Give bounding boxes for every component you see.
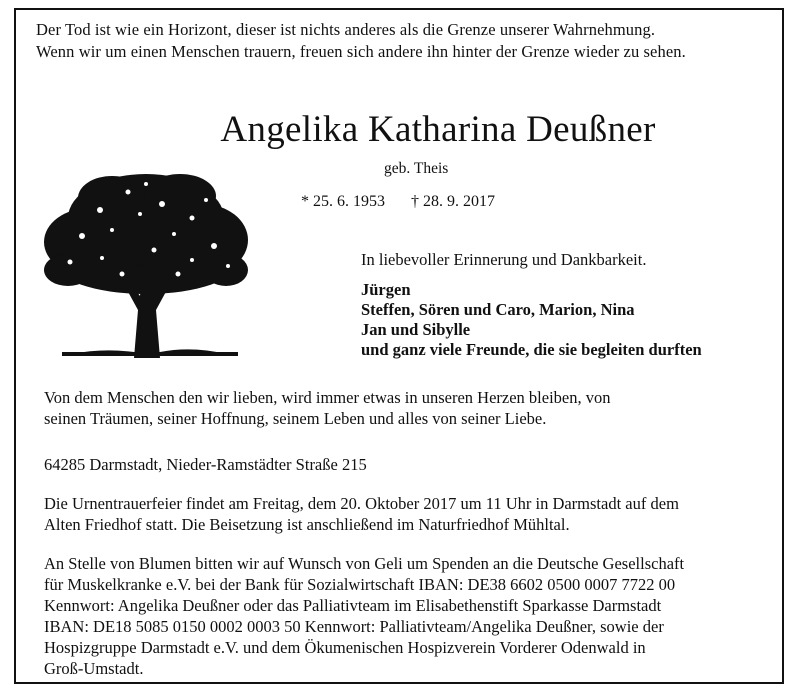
funeral-line-2: Alten Friedhof statt. Die Beisetzung ist anschließend im Naturfriedhof Mühltal. bbox=[44, 515, 570, 534]
donation-line-5: Hospizgruppe Darmstadt e.V. und dem Ökumenischen Hospizverein Vorderer Odenwald in bbox=[44, 638, 646, 657]
life-dates bbox=[301, 193, 517, 211]
donation-line-3: Kennwort: Angelika Deußner oder das Palliativteam im Elisabethenstift Sparkasse Darmstadt bbox=[44, 596, 662, 615]
donation-line-2: für Muskelkranke e.V. bei der Bank für Sozialwirtschaft IBAN: DE38 6602 0500 0007 7722 00 bbox=[44, 575, 676, 594]
birth-name: geb. Theis bbox=[384, 160, 449, 177]
signature-line-2: Steffen, Sören und Caro, Marion, Nina bbox=[361, 300, 635, 319]
thanks-line: In liebevoller Erinnerung und Dankbarkeit. bbox=[361, 250, 647, 269]
signature-line-3: Jan und Sibylle bbox=[361, 320, 471, 339]
donation-line-6: Groß-Umstadt. bbox=[44, 659, 144, 678]
donation-line-1: An Stelle von Blumen bitten wir auf Wunsch von Geli um Spenden an die Deutsche Gesellschaft bbox=[44, 554, 685, 573]
birth-date: * 25. 6. 1953 bbox=[301, 193, 385, 210]
signature-line-4: und ganz viele Freunde, die sie begleiten durften bbox=[361, 340, 702, 359]
funeral-line-1: Die Urnentrauerfeier findet am Freitag, dem 20. Oktober 2017 um 11 Uhr in Darmstadt auf dem bbox=[44, 494, 679, 513]
deceased-name: Angelika Katharina Deußner bbox=[220, 109, 656, 150]
death-date: † 28. 9. 2017 bbox=[411, 193, 495, 210]
address-line: 64285 Darmstadt, Nieder-Ramstädter Straße 215 bbox=[44, 455, 367, 474]
quote-line-2: seinen Träumen, seiner Hoffnung, seinem Leben und alles von seiner Liebe. bbox=[44, 409, 547, 428]
intro-line-1: Der Tod ist wie ein Horizont, dieser ist nichts anderes als die Grenze unserer Wahrnehmung. bbox=[36, 20, 656, 39]
intro-line-2: Wenn wir um einen Menschen trauern, freuen sich andere ihn hinter der Grenze wieder zu sehen. bbox=[36, 42, 686, 61]
tree-icon bbox=[42, 170, 250, 358]
signature-line-1: Jürgen bbox=[361, 280, 411, 299]
quote-line-1: Von dem Menschen den wir lieben, wird immer etwas in unseren Herzen bleiben, von bbox=[44, 388, 611, 407]
donation-line-4: IBAN: DE18 5085 0150 0002 0003 50 Kennwort: Palliativteam/Angelika Deußner, sowie der bbox=[44, 617, 664, 636]
